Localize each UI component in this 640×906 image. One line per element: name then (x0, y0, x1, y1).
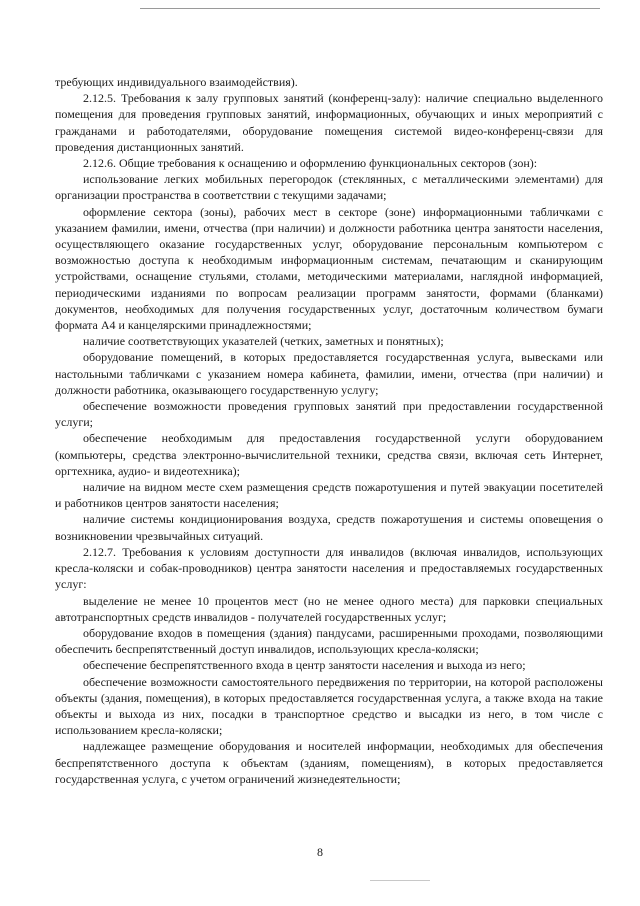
paragraph-2-12-6: 2.12.6. Общие требования к оснащению и оформлению функциональных секторов (зон): (83, 156, 538, 171)
list-item: наличие на видном месте схем размещения средств пожаротушения и путей эвакуации посетителей и работников центров занятости населения; (55, 480, 603, 511)
page-number: 8 (317, 845, 323, 859)
list-item: выделение не менее 10 процентов мест (но не менее одного места) для парковки специальных автотранспортных средств инвалидов - получателей государственных услуг; (55, 593, 603, 624)
list-item: обеспечение возможности самостоятельного передвижения по территории, на которой расположены объекты (здания, помещения), в которых предоставляется государственная услуга, а также входа на такие объекты и выхода из них, посадки в транспортное средство и высадки из него, в том числе с использованием кресла-коляски; (55, 674, 603, 738)
list-item: наличие соответствующих указателей (четких, заметных и понятных); (83, 334, 444, 349)
paragraph-2-12-5: 2.12.5. Требования к залу групповых занятий (конференц-залу): наличие специально выделенного помещения для проведения групповых занятий, информационных, обучающих и иных мероприятий с гражданами и работодателями, оборудование помещения системой видео-конференц-связи для проведения дистанционных занятий. (55, 91, 603, 154)
list-item: обеспечение возможности проведения групповых занятий при предоставлении государственной услуги; (55, 399, 603, 430)
list-item: использование легких мобильных перегородок (стеклянных, с металлическими элементами) для организации пространства в соответствии с текущими задачами; (55, 172, 603, 203)
list-item: оборудование помещений, в которых предоставляется государственная услуга, вывесками или настольными табличками с указанием номера кабинета, фамилии, имени, отчества (при наличии) и должности работника, оказывающего государственную услугу; (55, 350, 603, 397)
paragraph-continuation: требующих индивидуального взаимодействия). (55, 75, 298, 89)
scan-edge-top (140, 8, 600, 9)
list-item: обеспечение необходимым для предоставления государственной услуги оборудованием (компьютеры, средства электронно-вычислительной техники, средства связи, включая сеть Интернет, оргтехника, аудио- и видеотехника); (55, 431, 603, 478)
scan-edge-bottom (370, 880, 430, 881)
paragraph-2-12-7: 2.12.7. Требования к условиям доступности для инвалидов (включая инвалидов, использующих кресла-коляски и собак-проводников) центра занятости населения и предоставляемых государственных услуг: (55, 544, 603, 592)
document-body (55, 74, 603, 787)
list-item: наличие системы кондиционирования воздуха, средств пожаротушения и системы оповещения о возникновении чрезвычайных ситуаций. (55, 512, 603, 543)
list-item: обеспечение беспрепятственного входа в центр занятости населения и выхода из него; (83, 658, 526, 673)
list-item: надлежащее размещение оборудования и носителей информации, необходимых для обеспечения беспрепятственного доступа к объектам (зданиям, помещениям), в которых предоставляется государственная услуга, с учетом ограничений жизнедеятельности; (55, 739, 603, 786)
list-item: оформление сектора (зоны), рабочих мест в секторе (зоне) информационными табличками с указанием фамилии, имени, отчества (при наличии) и должности работника центра занятости населения, осуществляющего оказание государственных услуг, оборудование персональным компьютером с возможностью доступа к необходимым информационным системам, печатающим и сканирующим устройствами, оснащение стульями, столами, методическими материалами, наглядной информацией, периодическими изданиями по вопросам реализации программ занятости, формами (бланками) документов, необходимых для получения государственных услуг, достаточным количеством бумаги формата А4 и канцелярскими принадлежностями; (55, 204, 603, 333)
list-item: оборудование входов в помещения (здания) пандусами, расширенными проходами, позволяющими обеспечить беспрепятственный доступ инвалидов, использующих кресла-коляски; (55, 625, 603, 657)
